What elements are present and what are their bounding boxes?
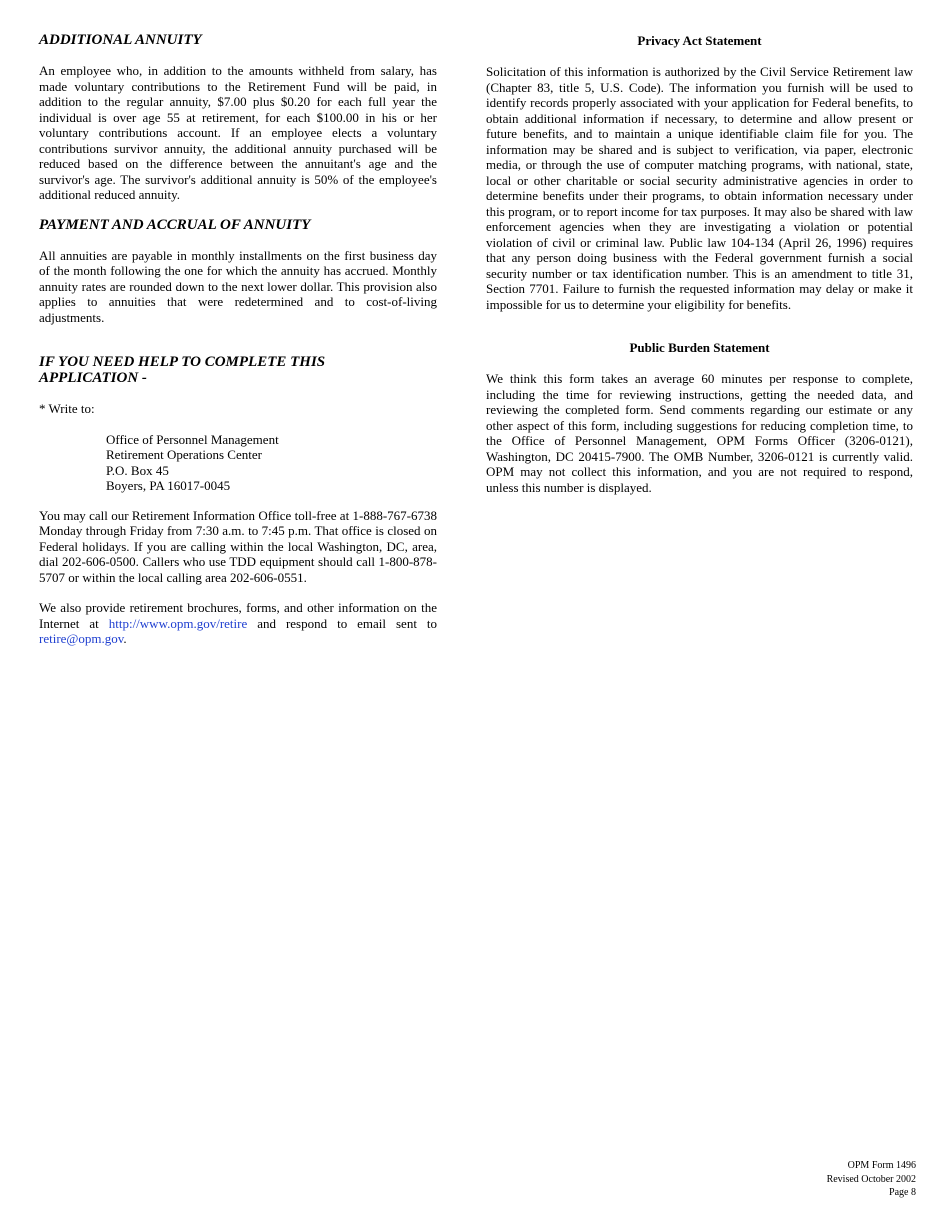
privacy-act-text: Solicitation of this information is authorized by the Civil Service Retirement law (Chapter 83, title 5, U.S. Code). The information you furnish will be used to identify records properly associated with your application for Federal benefits, to obtain additional information if necessary, to determine and allow present or future benefits, and to maintain a unique identifiable claim file for you. The information may be shared and is subject to verification, via paper, electronic media, or through the use of computer matching programs, with national, state, local or other charitable or social security administrative agencies in order to determine benefits under their programs, to obtain information necessary under this program, or to report income for tax purposes. It may also be shared with law enforcement agencies when they are investigating a violation or potential violation of civil or criminal law. Public law 104-134 (April 26, 1996) requires that any person doing business with the Federal government furnish a social security number or tax identification number. This is an amendment to title 31, Section 7701. Failure to furnish the requested information may delay or make it impossible for us to determine your eligibility for benefits.	[486, 64, 913, 312]
address-line: P.O. Box 45	[106, 462, 169, 478]
public-burden-text: We think this form takes an average 60 minutes per response to complete, including the time for reviewing instructions, getting the needed data, and reviewing the completed form. Send comments regarding our estimate or any other aspect of this form, including suggestions for reducing completion time, to the Office of Personnel Management, OPM Forms Officer (3206-0121), Washington, DC 20415-7900. The OMB Number, 3206-0121 is currently valid. OPM may not collect this information, and you are not required to respond, unless this number is displayed.	[486, 371, 913, 495]
additional-annuity-text: An employee who, in addition to the amounts withheld from salary, has made voluntary contributions to the Retirement Fund will be paid, in addition to the regular annuity, $7.00 plus $0.20 for each full year the individual is over age 55 at retirement, for each $100.00 in his or her voluntary contributions account. If an employee elects a voluntary contributions survivor annuity, the additional annuity purchased will be reduced based on the difference between the annuitant's age and the survivor's age. The survivor's additional annuity is 50% of the employee's additional reduced annuity.	[39, 63, 437, 202]
internet-text-post: .	[123, 631, 127, 646]
phone-info-text: You may call our Retirement Information Office toll-free at 1-888-767-6738 Monday through Friday from 7:30 a.m. to 7:45 p.m. That office is closed on Federal holidays. If you are calling within the local Washington, DC, area, dial 202-606-0500. Callers who use TDD equipment should call 1-800-878-5707 or within the local calling area 202-606-0551.	[39, 507, 437, 585]
mailing-address	[106, 432, 437, 494]
payment-accrual-text: All annuities are payable in monthly installments on the first business day of the month following the one for which the annuity has accrued. Monthly annuity rates are rounded down to the next lower dollar. This provision also applies to annuities that were redetermined and to cost-of-living adjustments.	[39, 247, 437, 325]
opm-retire-link[interactable]: http://www.opm.gov/retire	[108, 615, 248, 631]
write-to-label: * Write to:	[39, 401, 95, 416]
additional-annuity-heading: ADDITIONAL ANNUITY	[39, 32, 202, 48]
help-heading	[39, 354, 437, 386]
page-footer	[827, 1159, 916, 1200]
internet-text-pre: We also provide retirement brochures, forms, and other information on the Internet at	[39, 600, 437, 631]
address-line: Boyers, PA 16017-0045	[106, 478, 231, 493]
internet-info-text	[39, 600, 437, 647]
internet-text-mid: and respond to email sent to	[247, 615, 437, 631]
retire-email-link[interactable]: retire@opm.gov	[39, 631, 124, 646]
address-line: Office of Personnel Management	[106, 431, 279, 447]
left-column	[39, 30, 437, 647]
address-line: Retirement Operations Center	[106, 447, 262, 462]
public-burden-heading: Public Burden Statement	[629, 340, 770, 355]
privacy-act-heading: Privacy Act Statement	[637, 33, 762, 48]
payment-accrual-heading: PAYMENT AND ACCRUAL OF ANNUITY	[39, 216, 311, 233]
help-heading-line2: APPLICATION -	[39, 370, 147, 386]
right-column	[486, 30, 913, 495]
revision-date: Revised October 2002	[826, 1173, 916, 1185]
form-number: OPM Form 1496	[847, 1160, 916, 1171]
page-number: Page 8	[889, 1187, 916, 1198]
help-heading-line1: IF YOU NEED HELP TO COMPLETE THIS	[39, 354, 326, 370]
